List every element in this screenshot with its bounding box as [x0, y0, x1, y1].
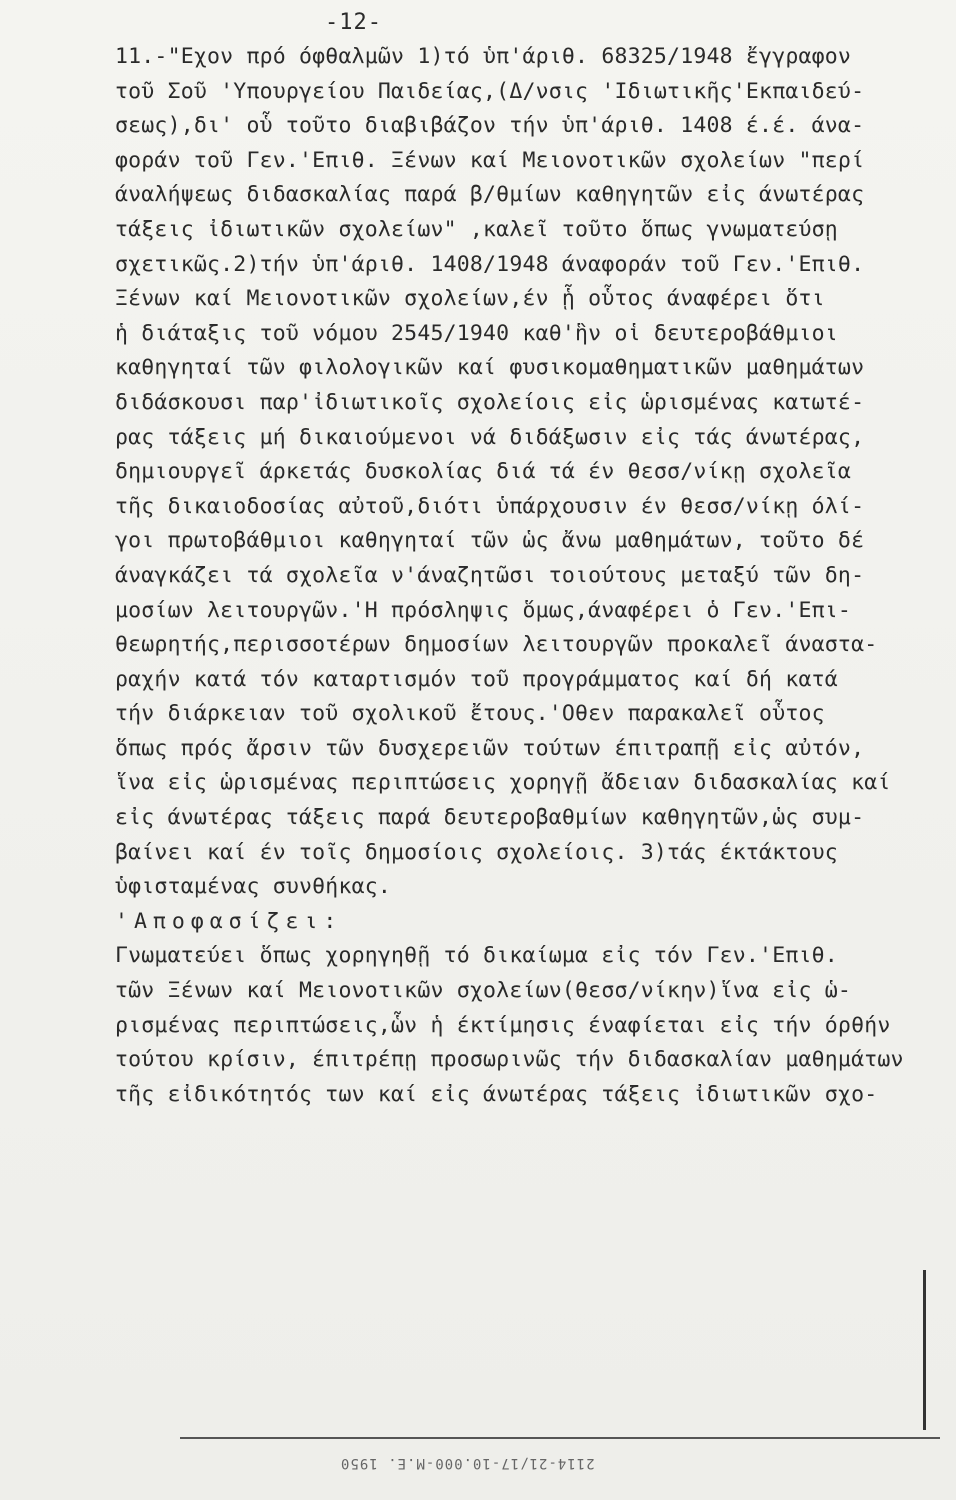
text-line: σεως),δι' οὗ τοῦτο διαβιβάζον τήν ὑπ'άριθ. 1408 έ.έ. άνα-	[115, 113, 865, 139]
text-line: τῶν Ξένων καί Μειονοτικῶν σχολείων(θεσσ/νίκην)ἵνα εἰς ὡ-	[115, 978, 852, 1004]
text-line: καθηγηταί τῶν φιλολογικῶν καί φυσικομαθηματικῶν μαθημάτων	[115, 355, 865, 381]
text-line: ἵνα εἰς ὡρισμένας περιπτώσεις χορηγῇ ἄδειαν διδασκαλίας καί	[115, 770, 891, 796]
text-line: τῆς εἰδικότητός των καί εἰς άνωτέρας τάξεις ἰδιωτικῶν σχο-	[115, 1081, 878, 1107]
margin-bar	[923, 1270, 926, 1430]
text-line: φοράν τοῦ Γεν.'Επιθ. Ξένων καί Μειονοτικῶν σχολείων "περί	[115, 147, 865, 173]
text-line: τούτου κρίσιν, έπιτρέπῃ προσωρινῶς τήν διδασκαλίαν μαθημάτων	[115, 1047, 904, 1073]
typed-body-text	[115, 40, 915, 1112]
text-line: ὅπως πρός ἄρσιν τῶν δυσχερειῶν τούτων έπιτραπῇ εἰς αὐτόν,	[115, 735, 865, 761]
text-line: θεωρητής,περισσοτέρων δημοσίων λειτουργῶν προκαλεῖ άναστα-	[115, 632, 878, 658]
text-line: ἡ διάταξις τοῦ νόμου 2545/1940 καθ'ἣν οἱ δευτεροβάθμιοι	[115, 320, 838, 346]
text-line: Γνωματεύει ὅπως χορηγηθῇ τό δικαίωμα εἰς τόν Γεν.'Επιθ.	[115, 943, 838, 969]
text-line: δημιουργεῖ άρκετάς δυσκολίας διά τά έν θεσσ/νίκῃ σχολεῖα	[115, 459, 852, 485]
text-line: σχετικῶς.2)τήν ὑπ'άριθ. 1408/1948 άναφοράν τοῦ Γεν.'Επιθ.	[115, 251, 865, 277]
text-line: τήν διάρκειαν τοῦ σχολικοῦ ἔτους.'Οθεν παρακαλεῖ οὗτος	[115, 701, 825, 727]
text-line: άναλήψεως διδασκαλίας παρά β/θμίων καθηγητῶν εἰς άνωτέρας	[115, 182, 865, 208]
page-number: -12-	[325, 10, 382, 35]
text-line: εἰς άνωτέρας τάξεις παρά δευτεροβαθμίων καθηγητῶν,ὡς συμ-	[115, 805, 865, 831]
decision-heading: 'Αποφασίζει:	[115, 908, 343, 934]
text-line: τῆς δικαιοδοσίας αὐτοῦ,διότι ὑπάρχουσιν έν θεσσ/νίκῃ όλί-	[115, 493, 865, 519]
text-line: Ξένων καί Μειονοτικῶν σχολείων,έν ᾗ οὗτος άναφέρει ὅτι	[115, 286, 825, 312]
footer-print-mark: 2114-21/17-10.000-M.E. 1950	[340, 1455, 595, 1471]
text-line: τάξεις ἰδιωτικῶν σχολείων" ,καλεῖ τοῦτο ὅπως γνωματεύσῃ	[115, 216, 838, 242]
text-line: γοι πρωτοβάθμιοι καθηγηταί τῶν ὡς ἄνω μαθημάτων, τοῦτο δέ	[115, 528, 865, 554]
text-line: ρας τάξεις μή δικαιούμενοι νά διδάξωσιν εἰς τάς άνωτέρας,	[115, 424, 865, 450]
text-line: βαίνει καί έν τοῖς δημοσίοις σχολείοις. 3)τάς έκτάκτους	[115, 839, 838, 865]
bottom-rule	[180, 1437, 940, 1439]
text-line: ρισμένας περιπτώσεις,ὧν ἡ έκτίμησις έναφίεται εἰς τήν όρθήν	[115, 1012, 891, 1038]
text-line: 11.-"Εχον πρό όφθαλμῶν 1)τό ὑπ'άριθ. 68325/1948 ἔγγραφον	[115, 44, 852, 69]
text-line: μοσίων λειτουργῶν.'Η πρόσληψις ὅμως,άναφέρει ὁ Γεν.'Επι-	[115, 597, 852, 623]
text-line: διδάσκουσι παρ'ἰδιωτικοῖς σχολείοις εἰς ὡρισμένας κατωτέ-	[115, 389, 865, 415]
text-line: άναγκάζει τά σχολεῖα ν'άναζητῶσι τοιούτους μεταξύ τῶν δη-	[115, 562, 865, 588]
text-line: ὑφισταμένας συνθήκας.	[115, 874, 392, 900]
text-line: ραχήν κατά τόν καταρτισμόν τοῦ προγράμματος καί δή κατά	[115, 666, 838, 692]
text-line: τοῦ Σοῦ 'Υπουργείου Παιδείας,(Δ/νσις 'Ιδιωτικῆς'Εκπαιδεύ-	[115, 78, 865, 104]
